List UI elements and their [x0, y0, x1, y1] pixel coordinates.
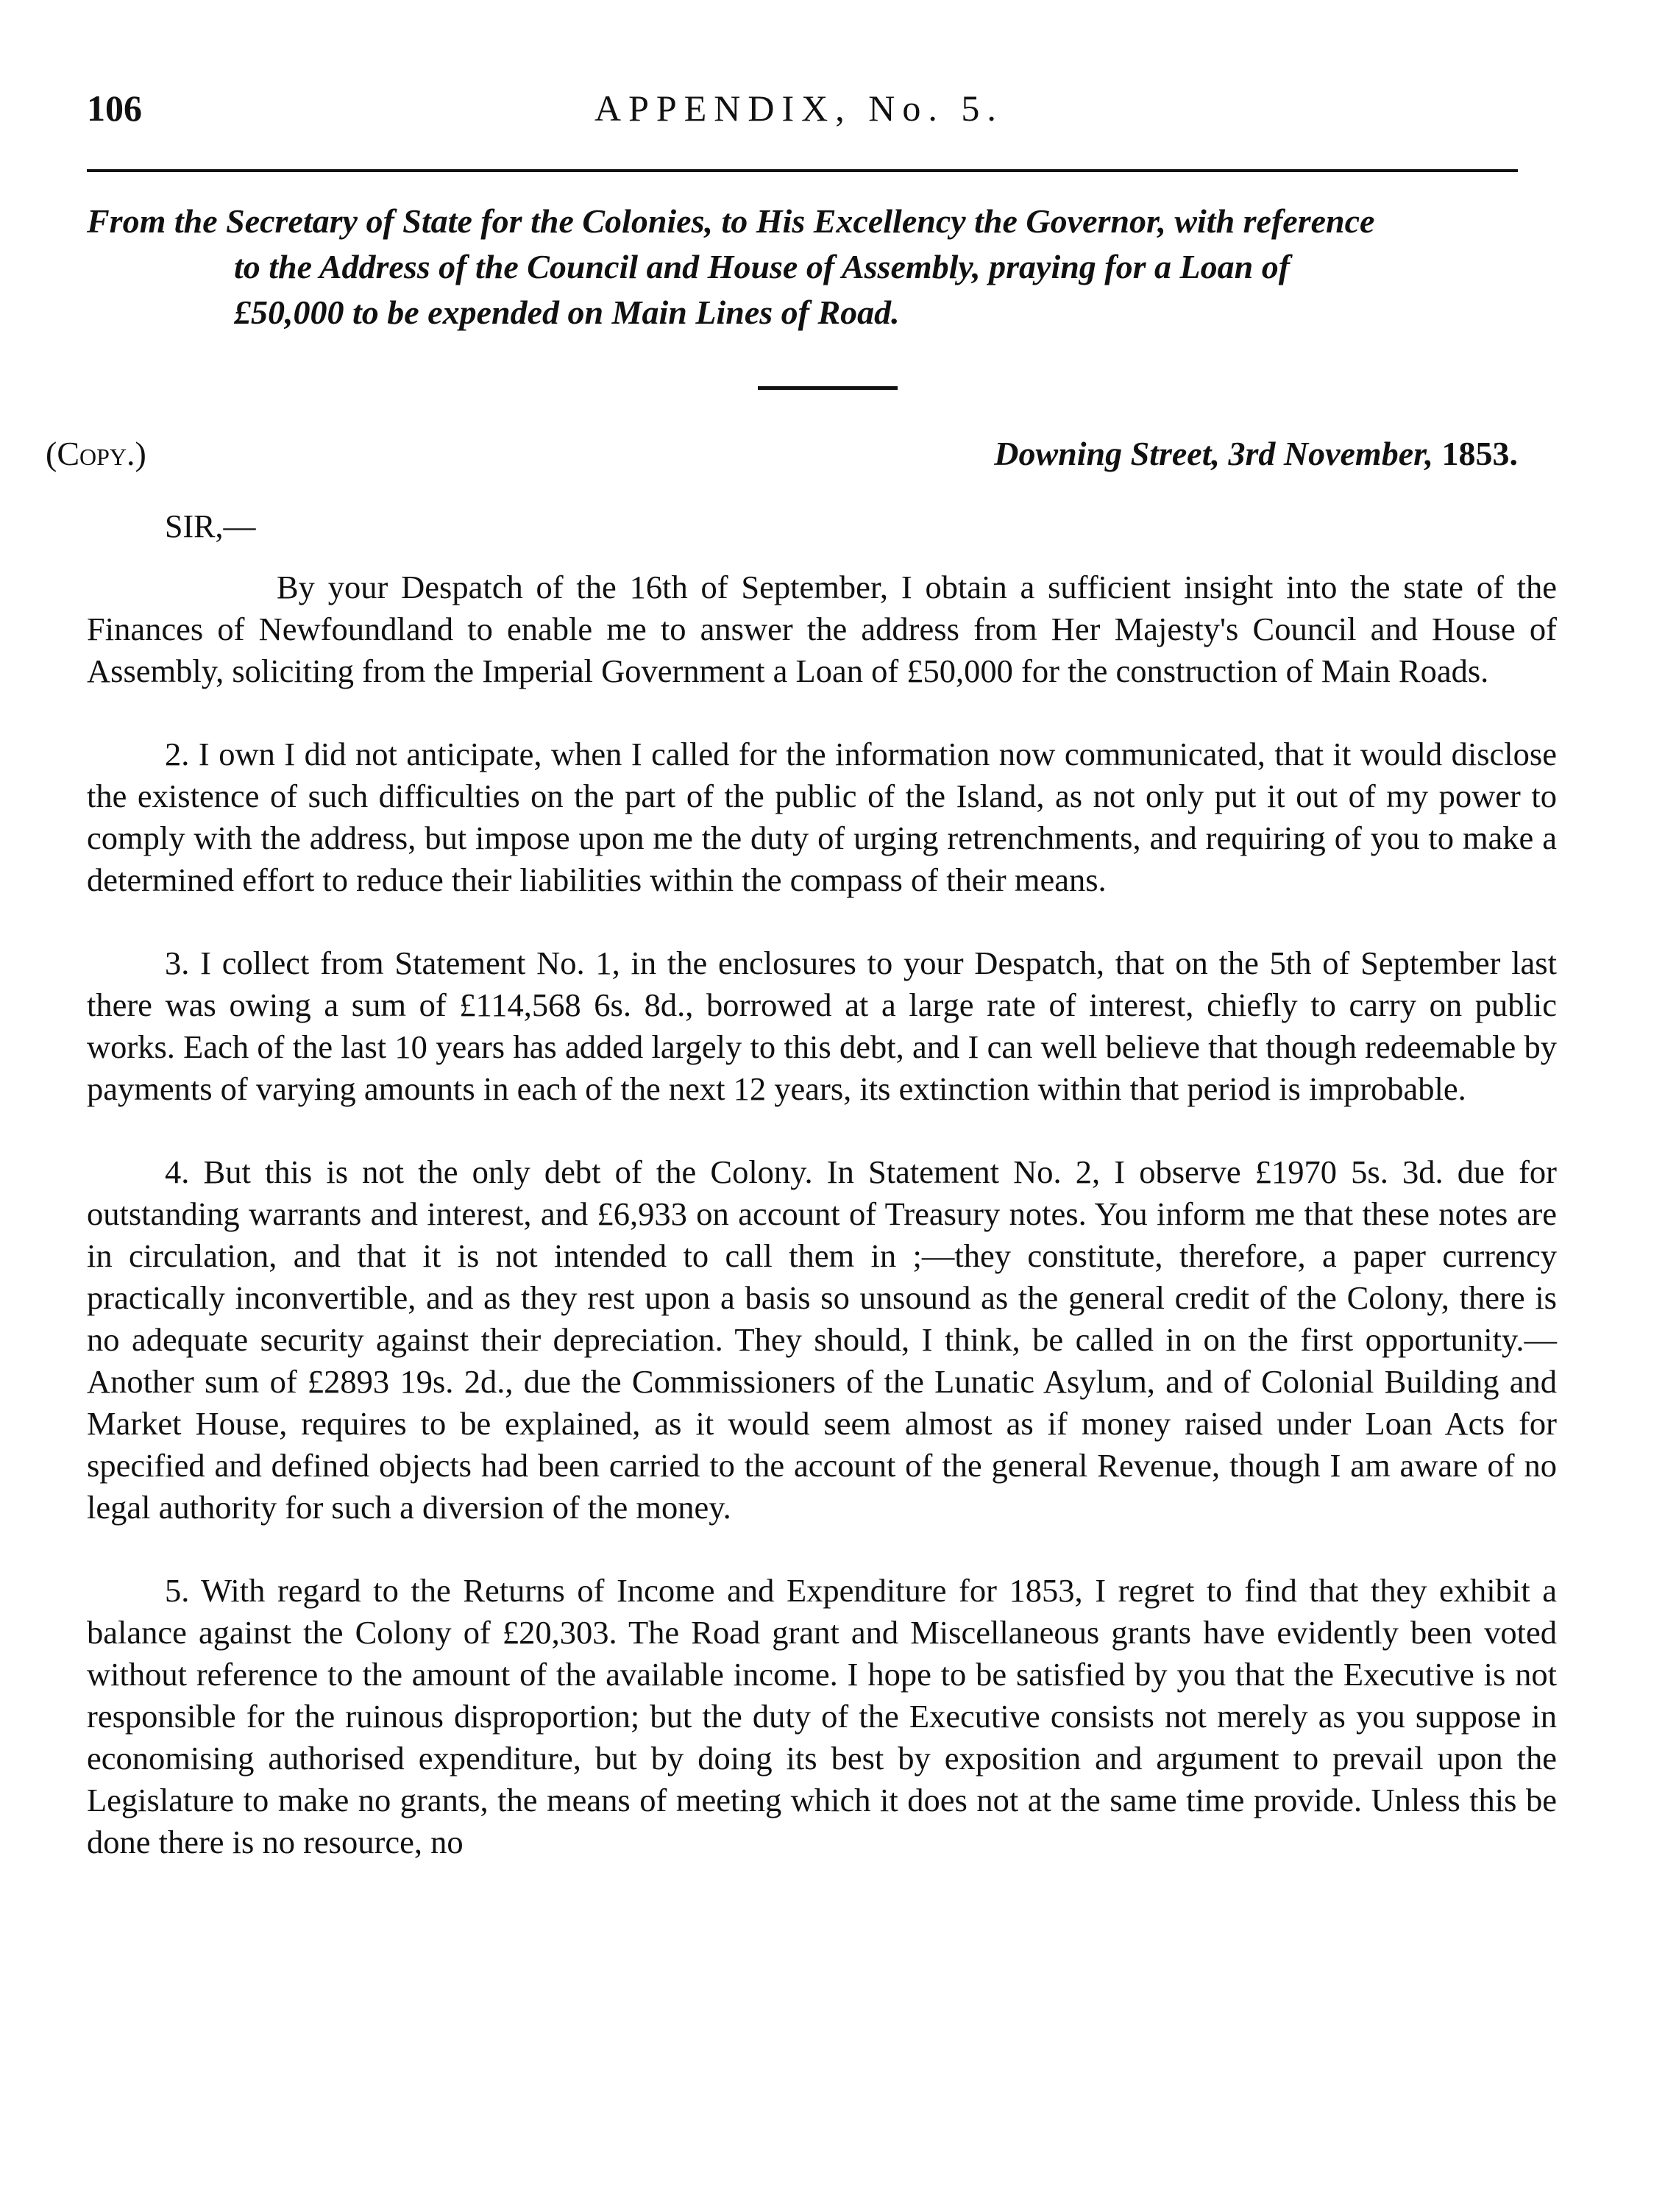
header-rule — [87, 169, 1518, 172]
page-number: 106 — [87, 88, 142, 129]
paragraph-1: By your Despatch of the 16th of September, I obtain a sufficient insight into the state of the Finances of Newfoundland to enable me to answer the address from Her Majesty's Council and House of Assembly, soliciting from the Imperial Government a Loan of £50,000 for the construction of Main Roads. — [87, 569, 1557, 689]
letter-heading — [87, 199, 1529, 335]
letter-body — [87, 566, 1557, 1905]
running-head: APPENDIX, No. 5. — [594, 88, 1004, 129]
copy-label-text: (Copy.) — [46, 435, 146, 472]
copy-label — [46, 434, 146, 473]
heading-line-3: £50,000 to be expended on Main Lines of Road. — [234, 294, 900, 331]
paragraph-4: 4. But this is not the only debt of the Colony. In Statement No. 2, I observe £1970 5s. 3d. due for outstanding warrants and interest, and £6,933 on account of Treasury notes. You inform me that these notes are in circulation, and that it is not intended to call them in ;—they constitute, therefore, a paper currency practically inconvertible, and as they rest upon a basis so unsound as the general credit of the Colony, there is no adequate security against their depreciation. They should, I think, be called in on the first opportunity.—Another sum of £2893 19s. 2d., due the Commissioners of the Lunatic Asylum, and of Colonial Building and Market House, requires to be explained, as it would seem almost as if money raised under Loan Acts for specified and defined objects had been carried to the account of the general Revenue, though I am aware of no legal authority for such a diversion of the money. — [87, 1153, 1557, 1526]
section-divider — [758, 386, 898, 390]
page-header — [87, 87, 1529, 138]
heading-line-1: From the Secretary of State for the Colonies, to His Excellency the Governor, with reference — [87, 202, 1375, 240]
dateline — [994, 434, 1518, 473]
paragraph-5: 5. With regard to the Returns of Income and Expenditure for 1853, I regret to find that they exhibit a balance against the Colony of £20,303. The Road grant and Miscellaneous grants have evidently been voted without reference to the amount of the available income. I hope to be satisfied by you that the Executive is not responsible for the ruinous disproportion; but the duty of the Executive consists not merely as you suppose in economising authorised expenditure, but by doing its best by exposition and argument to prevail upon the Legislature to make no grants, the means of meeting which it does not at the same time provide. Unless this be done there is no resource, no — [87, 1572, 1557, 1860]
salutation: SIR,— — [165, 508, 256, 544]
paragraph-3: 3. I collect from Statement No. 1, in the enclosures to your Despatch, that on the 5th of September last there was owing a sum of £114,568 6s. 8d., borrowed at a large rate of interest, chiefly to carry on public works. Each of the last 10 years has added largely to this debt, and I can well believe that though redeemable by payments of varying amounts in each of the next 12 years, its extinction within that period is improbable. — [87, 945, 1557, 1107]
paragraph-2: 2. I own I did not anticipate, when I called for the information now communicated, that it would disclose the existence of such difficulties on the part of the public of the Island, as not only put it out of my power to comply with the address, but impose upon me the duty of urging retrenchments, and requiring of you to make a determined effort to reduce their liabilities within the compass of their means. — [87, 736, 1557, 898]
dateline-year: 1853. — [1441, 435, 1518, 472]
dateline-place: Downing Street, 3rd November, — [994, 435, 1433, 472]
heading-line-2: to the Address of the Council and House of Assembly, praying for a Loan of — [234, 248, 1291, 285]
